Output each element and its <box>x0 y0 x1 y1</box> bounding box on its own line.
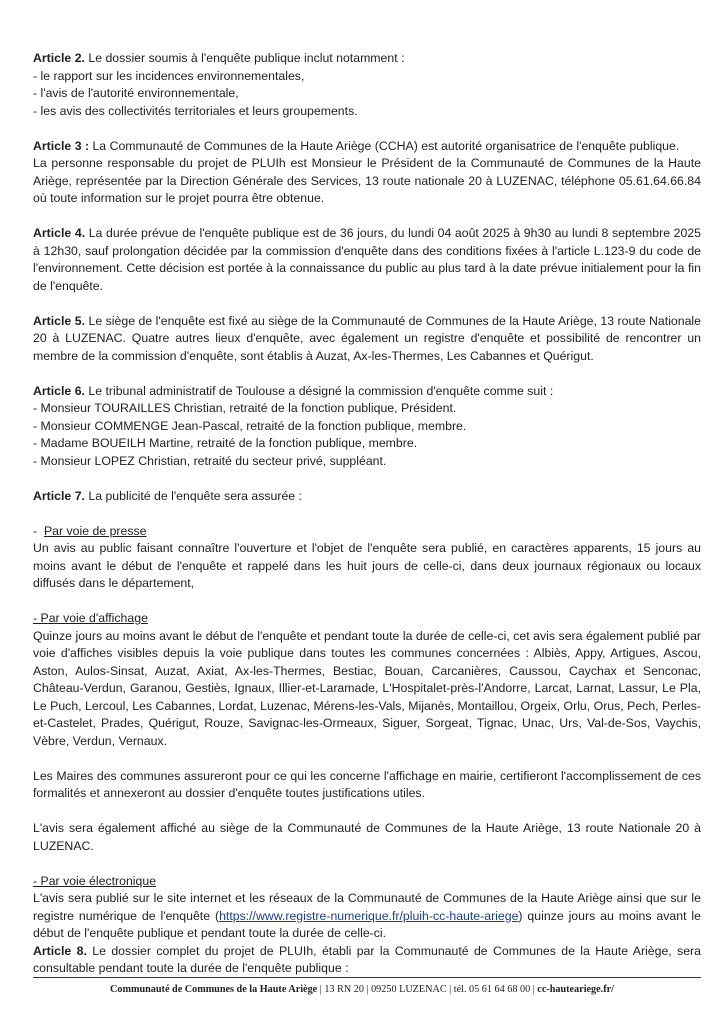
maires-text: Les Maires des communes assureront pour ce qui les concerne l'affichage en mairie, certifieront l'accomplissement de ces formalités et annexeront au dossier d'enquête toutes justifications utiles. <box>33 768 701 800</box>
registre-numerique-link[interactable]: https://www.registre-numerique.fr/pluih-cc-haute-ariege <box>219 908 519 923</box>
commission-member: - Monsieur TOURAILLES Christian, retraité de la fonction publique, Président. <box>33 401 457 415</box>
electronique-text <box>33 890 701 943</box>
article-6 <box>33 383 701 401</box>
article-7-label: Article 7. <box>33 488 85 503</box>
affichage-heading-text: - Par voie d'affichage <box>33 611 148 625</box>
article-2-item: - le rapport sur les incidences environnementales, <box>33 68 305 83</box>
commission-member: - Monsieur COMMENGE Jean-Pascal, retraité de la fonction publique, membre. <box>33 418 467 433</box>
article-3-label: Article 3 : <box>33 138 90 153</box>
article-2-item: - les avis des collectivités territoriales et leurs groupements. <box>33 103 358 118</box>
article-2-item: - l'avis de l'autorité environnementale, <box>33 86 239 100</box>
affichage-heading <box>33 610 701 628</box>
article-8-label: Article 8. <box>33 943 87 958</box>
siege-text: L'avis sera également affiché au siège de la Communauté de Communes de la Haute Ariège, 13 route Nationale 20 à LUZENAC. <box>33 821 701 853</box>
article-6-label: Article 6. <box>33 383 85 398</box>
article-4-label: Article 4. <box>33 226 86 240</box>
document-body <box>33 50 701 978</box>
article-2-label: Article 2. <box>33 51 85 65</box>
footer-site: cc-hauteariege.fr/ <box>537 984 614 995</box>
article-2 <box>33 50 701 68</box>
presse-heading-text: Par voie de presse <box>43 523 147 538</box>
article-8-text: Le dossier complet du projet de PLUIh, établi par la Communauté de Communes de la Haute Ariège, sera consultable pendant toute la durée de l'enquête publique : <box>33 943 701 975</box>
presse-prefix: - <box>33 523 38 538</box>
footer-details: | 13 RN 20 | 09250 LUZENAC | tél. 05 61 64 68 00 | <box>317 984 538 995</box>
footer-divider <box>33 977 701 978</box>
article-3 <box>33 138 701 156</box>
article-7-intro: La publicité de l'enquête sera assurée : <box>88 488 302 503</box>
article-5 <box>33 313 701 366</box>
presse-heading <box>33 523 701 541</box>
article-5-label: Article 5. <box>33 313 86 328</box>
article-6-intro: Le tribunal administratif de Toulouse a désigné la commission d'enquête comme suit : <box>88 383 554 398</box>
article-3-text: La Communauté de Communes de la Haute Ariège (CCHA) est autorité organisatrice de l'enquête publique. <box>92 138 680 153</box>
commission-member: - Madame BOUEILH Martine, retraité de la fonction publique, membre. <box>33 436 418 450</box>
presse-text: Un avis au public faisant connaître l'ouverture et l'objet de l'enquête sera publié, en caractères apparents, 15 jours au moins avant le début de l'enquête et rappelé dans les huit jours de celle-ci, dans deux journaux régionaux ou locaux diffusés dans le département, <box>33 541 701 590</box>
article-2-intro: Le dossier soumis à l'enquête publique inclut notamment : <box>88 51 405 65</box>
article-3-responsible: La personne responsable du projet de PLUIh est Monsieur le Président de la Communauté de Communes de la Haute Ariège, représentée par la Direction Générale des Services, 13 route nationale 20 à LUZENAC, téléphone 05.61.64.66.84 où toute information sur le projet pourra être obtenue. <box>33 156 701 205</box>
footer-org: Communauté de Communes de la Haute Ariège <box>110 984 318 995</box>
article-4 <box>33 225 701 295</box>
electronique-heading-text: - Par voie électronique <box>33 873 157 888</box>
article-7 <box>33 488 701 506</box>
article-4-text: La durée prévue de l'enquête publique est de 36 jours, du lundi 04 août 2025 à 9h30 au lundi 8 septembre 2025 à 12h30, sauf prolongation décidée par la commission d'enquête dans des conditions fixées à l'article L.123-9 du code de l'environnement. Cette décision est portée à la connaissance du public au plus tard à la date prévue initialement pour la fin de l'enquête. <box>33 226 702 293</box>
electronique-heading <box>33 873 701 891</box>
commission-member: - Monsieur LOPEZ Christian, retraité du secteur privé, suppléant. <box>33 453 387 468</box>
affichage-text: Quinze jours au moins avant le début de l'enquête et pendant toute la durée de celle-ci, cet avis sera également publié par voie d'affiches visibles depuis la voie publique dans toutes les communes concernées : Albiès, Appy, Artigues, Ascou, Aston, Aulos-Sinsat, Auzat, Axiat, Ax-les-Thermes, Bestiac, Bouan, Carcanières, Caussou, Caychax et Senconac, Château-Verdun, Garanou, Gestiès, Ignaux, Illier-et-Laramade, L'Hospitalet-près-l'Andorre, Larcat, Larnat, Lassur, Le Pla, Le Puch, Lercoul, Les Cabannes, Lordat, Luzenac, Mérens-les-Vals, Mijanès, Montaillou, Orgeix, Orlu, Orus, Pech, Perles-et-Castelet, Prades, Quérigut, Rouze, Savignac-les-Ormeaux, Siguer, Sorgeat, Tignac, Unac, Urs, Val-de-Sos, Vaychis, Vèbre, Verdun, Vernaux. <box>33 628 701 748</box>
electronique-text-after: ) quinze jours au moins avant le début de l'enquête publique et pendant toute la durée de celle-ci. <box>33 908 701 940</box>
electronique-text-before: L'avis sera publié sur le site internet et les réseaux de la Communauté de Communes de la Haute Ariège ainsi que sur le registre numérique de l'enquête ( <box>33 891 701 923</box>
article-5-text: Le siège de l'enquête est fixé au siège de la Communauté de Communes de la Haute Ariège, 13 route Nationale 20 à LUZENAC. Quatre autres lieux d'enquête, avec également un registre d'enquête et possibilité de rencontrer un membre de la commission d'enquête, sont établis à Auzat, Ax-les-Thermes, Les Cabannes et Quérigut. <box>33 313 702 363</box>
page-footer <box>0 984 724 995</box>
article-8 <box>33 943 701 978</box>
